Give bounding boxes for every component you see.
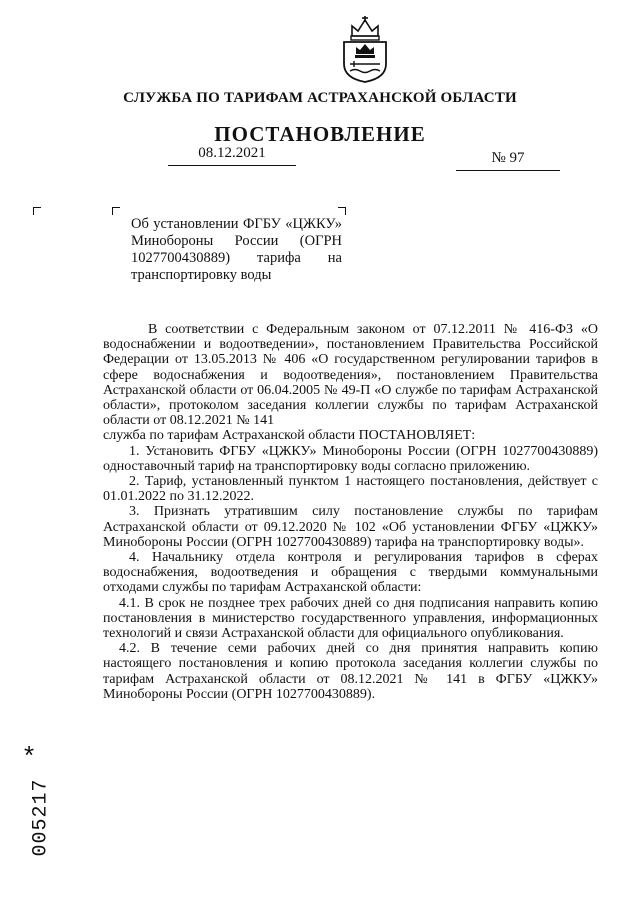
document-date: 08.12.2021 <box>168 145 296 166</box>
item-1: 1. Установить ФГБУ «ЦЖКУ» Минобороны России (ОГРН 1027700430889) одноставочный тариф на транспортировку воды согласно приложению. <box>103 443 598 474</box>
document-body <box>103 322 598 702</box>
subject-corner-mid <box>112 207 120 215</box>
subitem-4-2: 4.2. В течение семи рабочих дней со дня принятия направить копию настоящего постановления и копию протокола заседания коллегии службы по тарифам Астраханской области от 08.12.2021 № 141 в ФГБУ «ЦЖКУ» Минобороны России (ОГРН 1027700430889). <box>103 641 598 702</box>
item-4: 4. Начальнику отдела контроля и регулирования тарифов в сферах водоснабжения, водоотведения и обращения с твердыми коммунальными отходами службы по тарифам Астраханской области: <box>103 550 598 596</box>
subject-corner-right <box>338 207 346 215</box>
subject-corner-left <box>33 207 41 215</box>
margin-stamp-number: 005217 <box>29 778 53 857</box>
document-number: № 97 <box>456 150 560 171</box>
document-subject: Об установлении ФГБУ «ЦЖКУ» Минобороны России (ОГРН 1027700430889) тарифа на транспортировку воды <box>131 216 342 283</box>
resolution-line: служба по тарифам Астраханской области ПОСТАНОВЛЯЕТ: <box>103 428 476 444</box>
subitem-4-1: 4.1. В срок не позднее трех рабочих дней со дня подписания направить копию постановления в министерство государственного управления, информационных технологий и связи Астраханской области для официального опубликования. <box>103 595 598 642</box>
margin-mark: * <box>24 740 35 770</box>
item-2: 2. Тариф, установленный пунктом 1 настоящего постановления, действует с 01.01.2022 по 31.12.2022. <box>103 474 598 505</box>
coat-of-arms-emblem <box>338 14 392 84</box>
preamble-paragraph: В соответствии с Федеральным законом от 07.12.2011 № 416-ФЗ «О водоснабжении и водоотведении», постановлением Правительства Российской Федерации от 13.05.2013 № 406 «О государственном регулировании тарифов в сфере водоснабжения и водоотведения», постановлением Правительства Астраханской области от 06.04.2005 № 49-П «О службе по тарифам Астраханской области», протоколом заседания коллегии службы по тарифам Астраханской области от 08.12.2021 № 141 <box>103 322 598 429</box>
organization-name: СЛУЖБА ПО ТАРИФАМ АСТРАХАНСКОЙ ОБЛАСТИ <box>123 90 517 106</box>
document-type: ПОСТАНОВЛЕНИЕ <box>214 122 426 146</box>
item-3: 3. Признать утратившим силу постановление службы по тарифам Астраханской области от 09.12.2020 № 102 «Об установлении ФГБУ «ЦЖКУ» Минобороны России (ОГРН 1027700430889) тарифа на транспортировку воды». <box>103 504 598 550</box>
